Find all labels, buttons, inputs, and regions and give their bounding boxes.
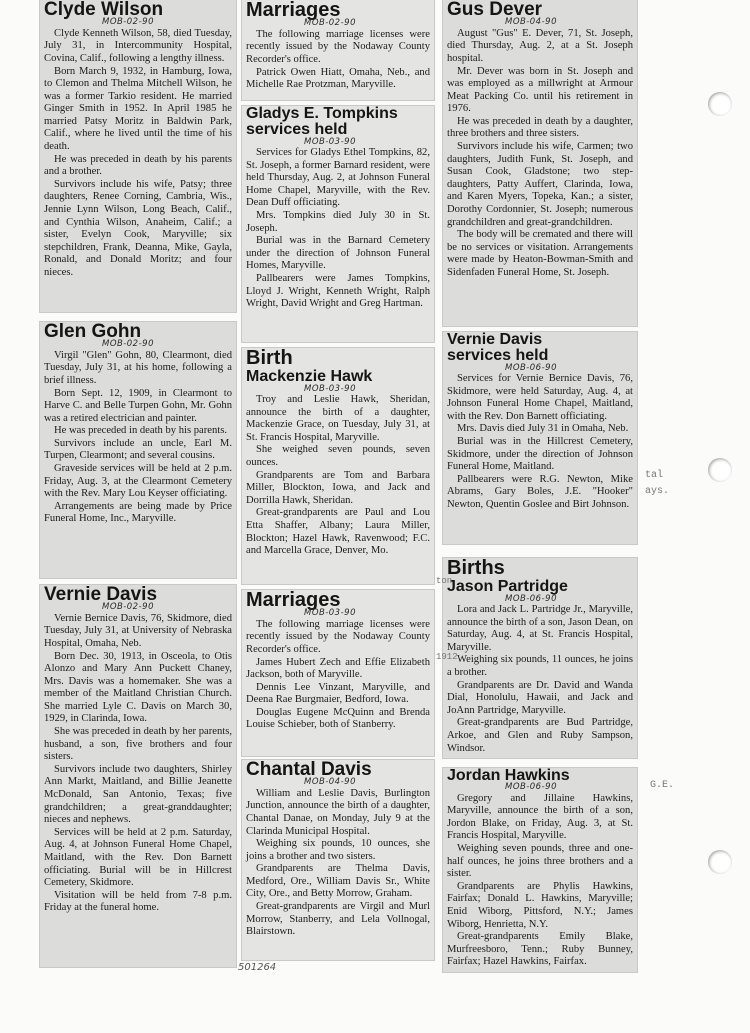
headline: Clyde Wilson xyxy=(44,0,164,20)
paragraph: Great-grandparents are Paul and Lou Etta Shaffer, Albany; Laura Miller, Blockton; Hazel Hawk, Ravenwood; F.C. and Marcella Grace, Denver, Mo. xyxy=(246,507,430,557)
paragraph: Weighing six pounds, 10 ounces, she joins a brother and two sisters. xyxy=(246,838,430,862)
headline: Gus Dever xyxy=(447,0,543,20)
clipping-clyde-wilson xyxy=(40,0,236,312)
article-body xyxy=(44,28,232,280)
clipping-gus-dever xyxy=(443,0,637,326)
handwritten-date-note: MOB-04-90 xyxy=(505,17,557,28)
paragraph: Visitation will be held from 7-8 p.m. Friday at the funeral home. xyxy=(44,889,232,914)
handwritten-date-note: MOB-02-90 xyxy=(102,339,154,350)
paragraph: Survivors include an uncle, Earl M. Turpen, Clearmont; and several cousins. xyxy=(44,437,232,462)
paragraph: She was preceded in death by her parents, husband, a son, five brothers and four sisters. xyxy=(44,726,232,763)
paragraph: Mrs. Tompkins died July 30 in St. Joseph. xyxy=(246,209,430,234)
clipping-births-jason-partridge xyxy=(443,558,637,758)
paragraph: Arrangements are being made by Price Funeral Home, Inc., Maryville. xyxy=(44,500,232,525)
article-body xyxy=(447,28,633,280)
section-headline: Births xyxy=(447,558,505,579)
article-body xyxy=(246,394,430,558)
article-body xyxy=(246,147,430,311)
binder-hole-middle xyxy=(708,458,732,482)
stray-newsprint-fragment: G.E. xyxy=(650,780,675,791)
headline: Glen Gohn xyxy=(44,322,142,342)
paragraph: Survivors include his wife, Patsy; three daughters, Renee Corning, Cambria, Wis., Jennie Lynn Wilson, Long Beach, Calif., and Cynthia Wilson, Anaheim, Calif.; a sister, Evelyn Cook, Maryville; six stepchildren, Frank, Deanna, Mike, Gayla, Ronald, and Donald Moritz; and four nieces. xyxy=(44,178,232,278)
section-headline: Marriages xyxy=(246,0,341,21)
headline: Jordan Hawkins xyxy=(447,768,570,784)
article-body xyxy=(447,793,633,969)
paragraph: William and Leslie Davis, Burlington Junction, announce the birth of a daughter, Chantal Danae, on Monday, July 9 at the Clarinda Municipal Hospital. xyxy=(246,787,430,837)
paragraph: Great-grandparents are Virgil and Murl Morrow, Stanberry, and Lela Vollnogal, Blairstown. xyxy=(246,901,430,938)
paragraph: Burial was in the Barnard Cemetery under the direction of Johnson Funeral Homes, Maryville. xyxy=(246,235,430,272)
paragraph: Dennis Lee Vinzant, Maryville, and Deena Rae Burgmaier, Bedford, Iowa. xyxy=(246,681,430,706)
paragraph: Grandparents are Tom and Barbara Miller, Blockton, Iowa, and Jack and Dorrilla Hawk, Sheridan. xyxy=(246,469,430,506)
paragraph: Grandparents are Phylis Hawkins, Fairfax; Donald L. Hawkins, Maryville; Enid Wiborg, Pittsford, N.Y.; James Wiborg, Henrietta, N.Y. xyxy=(447,880,633,930)
handwritten-date-note: MOB-06-90 xyxy=(505,593,557,604)
headline: Vernie Davis services held xyxy=(447,332,549,365)
paragraph: Gregory and Jillaine Hawkins, Maryville, announce the birth of a son, Jordon Blake, on Friday, Aug. 3, at St. Francis Hospital, Maryville. xyxy=(447,792,633,842)
headline: Gladys E. Tompkins services held xyxy=(246,106,398,139)
paragraph: Great-grandparents Emily Blake, Murfreesboro, Tenn.; Ruby Bunney, Fairfax; Hazel Hawkins, Fairfax. xyxy=(447,931,633,968)
paragraph: Pallbearers were James Tompkins, Lloyd J. Wright, Kenneth Wright, Ralph Wright, David Wright and Greg Hartman. xyxy=(246,272,430,310)
binder-hole-bottom xyxy=(708,850,732,874)
paragraph: The following marriage licenses were recently issued by the Nodaway County Recorder's office. xyxy=(246,618,430,655)
headline: Vernie Davis xyxy=(44,585,158,605)
article-body xyxy=(246,29,430,92)
headline: Jason Partridge xyxy=(447,578,568,596)
paragraph: Survivors include two daughters, Shirley Ann Markt, Maitland, and Billie Jeanette McDonald, San Antonio, Texas; five grandchildren; a great-granddaughter; nieces and nephews. xyxy=(44,763,232,826)
paragraph: Born Sept. 12, 1909, in Clearmont to Harve C. and Belle Turpen Gohn, Mr. Gohn was a retired electrician and painter. xyxy=(44,387,232,424)
stray-newsprint-fragment: tal xyxy=(645,470,664,481)
clipping-jordan-hawkins xyxy=(443,768,637,972)
clipping-vernie-davis xyxy=(40,585,236,967)
paragraph: Weighing six pounds, 11 ounces, he joins a brother. xyxy=(447,654,633,679)
clipping-gladys-tompkins xyxy=(242,106,434,342)
paragraph: Mrs. Davis died July 31 in Omaha, Neb. xyxy=(457,423,629,435)
article-body xyxy=(246,788,430,939)
paragraph: The following marriage licenses were recently issued by the Nodaway County Recorder's office. xyxy=(246,28,430,65)
paragraph: Born Dec. 30, 1913, in Osceola, to Otis Alonzo and Mary Ann Puckett Chaney, Mrs. Davis was a homemaker. She was a member of the Maitland Christian Church. She married Lyle C. Davis on March 30, 1929, in Clarinda, Iowa. xyxy=(44,650,232,725)
paragraph: Vernie Bernice Davis, 76, Skidmore, died Tuesday, July 31, at University of Nebraska Hospital, Omaha, Neb. xyxy=(44,612,232,649)
headline: Mackenzie Hawk xyxy=(246,368,373,386)
handwritten-date-note: MOB-02-90 xyxy=(304,18,356,29)
handwritten-date-note: MOB-03-90 xyxy=(304,383,356,394)
handwritten-date-note: MOB-06-90 xyxy=(505,782,557,793)
paragraph: Grandparents are Thelma Davis, Medford, Ore., William Davis Sr., White City, Ore., and Betty Morrow, Graham. xyxy=(246,863,430,900)
clipping-chantal-davis xyxy=(242,760,434,960)
paragraph: Lora and Jack L. Partridge Jr., Maryville, announce the birth of a son, Jason Dean, on Saturday, Aug. 4, at St. Francis Hospital, Maryville. xyxy=(447,604,633,653)
handwritten-date-note: MOB-04-90 xyxy=(304,777,356,788)
paragraph: Services for Gladys Ethel Tompkins, 82, St. Joseph, a former Barnard resident, were held Thursday, Aug. 2, at Johnson Funeral Home Chapel, Maryville, with the Rev. Dean Duff officiating. xyxy=(246,146,430,209)
clipping-vernie-davis-services xyxy=(443,332,637,544)
clipping-marriages-1 xyxy=(242,0,434,100)
article-body xyxy=(44,613,232,915)
paragraph: Graveside services will be held at 2 p.m. Friday, Aug. 3, at the Clearmont Cemetery with the Rev. Mary Lou Keyser officiating. xyxy=(44,463,232,500)
archive-stamp-number: 501264 xyxy=(238,962,277,973)
paragraph: Born March 9, 1932, in Hamburg, Iowa, to Clemon and Thelma Mitchell Wilson, he was a former Tarkio resident. He married Ginger Smith in 1952. In April 1985 he married Patsy Moritz in Baldwin Park, Calif., where he lived until the time of his death. xyxy=(44,65,232,153)
binder-hole-top xyxy=(708,92,732,116)
paragraph: Virgil "Glen" Gohn, 80, Clearmont, died Tuesday, July 31, at his home, following a brief illness. xyxy=(44,349,232,386)
section-headline: Birth xyxy=(246,348,293,369)
article-body xyxy=(44,350,232,526)
handwritten-date-note: MOB-03-90 xyxy=(304,136,356,147)
stray-newsprint-fragment: 1912 xyxy=(436,652,458,662)
section-headline: Marriages xyxy=(246,590,341,611)
clipping-birth-mackenzie-hawk xyxy=(242,348,434,584)
stray-newsprint-fragment: ton xyxy=(436,576,453,586)
stray-newsprint-fragment: ays. xyxy=(645,486,670,497)
paragraph: Clyde Kenneth Wilson, 58, died Tuesday, July 31, in Intercommunity Hospital, Covina, Calif., following a lengthy illness. xyxy=(44,27,232,64)
paragraph: James Hubert Zech and Effie Elizabeth Jackson, both of Maryville. xyxy=(246,656,430,681)
article-body xyxy=(447,373,633,512)
clipping-marriages-2 xyxy=(242,590,434,756)
article-body xyxy=(447,604,633,755)
paragraph: Weighing seven pounds, three and one-half ounces, he joins three brothers and a sister. xyxy=(447,843,633,880)
paragraph: Pallbearers were R.G. Newton, Mike Abrams, Gary Boles, J.E. "Hooker" Newton, Quentin Goslee and Birt Johnson. xyxy=(447,473,633,510)
paragraph: He was preceded in death by a daughter, three brothers and three sisters. xyxy=(447,115,633,140)
paragraph: Grandparents are Dr. David and Wanda Dial, Honolulu, Hawaii, and Jack and JoAnn Partridge, Maryville. xyxy=(447,679,633,716)
paragraph: Survivors include his wife, Carmen; two daughters, Judith Funk, St. Joseph, and Susan Cook, Gladstone; two step-daughters, Patty Auffert, Clarinda, Iowa, and Karen Myers, Topeka, Kan.; a sister, Dorothy Cordonnier, St. Joseph; numerous grandchildren and great-grandchildren. xyxy=(447,141,633,228)
paragraph: Mr. Dever was born in St. Joseph and was employed as a millwright at Armour Meat Packing Co. until his retirement in 1976. xyxy=(447,65,633,115)
handwritten-date-note: MOB-06-90 xyxy=(505,362,557,373)
paragraph: Great-grandparents are Bud Partridge, Arkoe, and Glen and Ruby Sampson, Windsor. xyxy=(447,717,633,754)
handwritten-date-note: MOB-02-90 xyxy=(102,17,154,28)
paragraph: Burial was in the Hillcrest Cemetery, Skidmore, under the direction of Johnson Funeral Home, Maitland. xyxy=(447,435,633,473)
paragraph: He was preceded in death by his parents and a brother. xyxy=(44,153,232,178)
article-body xyxy=(246,619,430,732)
clipping-glen-gohn xyxy=(40,322,236,578)
paragraph: Patrick Owen Hiatt, Omaha, Neb., and Michelle Rae Protzman, Maryville. xyxy=(246,66,430,91)
handwritten-date-note: MOB-02-90 xyxy=(102,602,154,613)
paragraph: Troy and Leslie Hawk, Sheridan, announce the birth of a daughter, Mackenzie Grace, on Tuesday, July 31, at St. Francis Hospital, Maryville. xyxy=(246,394,430,443)
headline: Chantal Davis xyxy=(246,760,372,780)
paragraph: Services for Vernie Bernice Davis, 76, Skidmore, were held Saturday, Aug. 4, at Johnson Funeral Home Chapel, Maitland, with the Rev. Don Barnett officiating. xyxy=(447,372,633,422)
paragraph: He was preceded in death by his parents. xyxy=(54,425,227,437)
paragraph: Services will be held at 2 p.m. Saturday, Aug. 4, at Johnson Funeral Home Chapel, Maitland, with the Rev. Don Barnett officiating. Burial will be in Hillcrest Cemetery, Skidmore. xyxy=(44,826,232,889)
paragraph: August "Gus" E. Dever, 71, St. Joseph, died Thursday, Aug. 2, at a St. Joseph hospital. xyxy=(447,27,633,64)
paragraph: The body will be cremated and there will be no services or visitation. Arrangements were made by Heaton-Bowman-Smith and Sidenfaden Funeral Home, St. Joseph. xyxy=(447,229,633,278)
paragraph: She weighed seven pounds, seven ounces. xyxy=(246,444,430,469)
handwritten-date-note: MOB-03-90 xyxy=(304,608,356,619)
paragraph: Douglas Eugene McQuinn and Brenda Louise Schieber, both of Stanberry. xyxy=(246,706,430,731)
